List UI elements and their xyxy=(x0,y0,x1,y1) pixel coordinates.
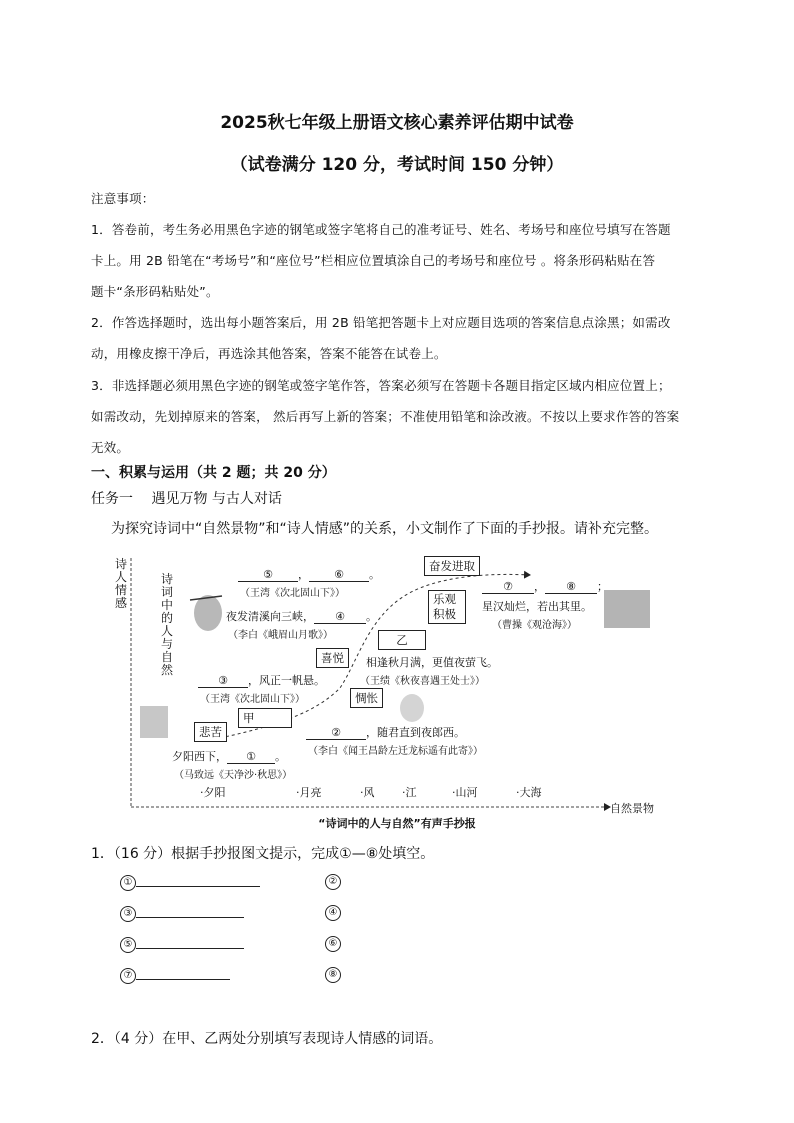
fisherman-illustration xyxy=(190,595,222,631)
scenery-item: ·山河 xyxy=(452,786,478,799)
diagram-caption: “诗词中的人与自然”有声手抄报 xyxy=(318,817,476,830)
answer-label: ① xyxy=(120,875,136,891)
answer-input-3[interactable] xyxy=(136,903,244,918)
answer-row xyxy=(325,965,341,983)
question-2: 2．（4 分）在甲、乙两处分别填写表现诗人情感的词语。 xyxy=(91,1031,443,1047)
answer-row xyxy=(120,903,244,922)
source-5-6: （王湾《次北固山下》） xyxy=(240,588,345,599)
answer-label: ③ xyxy=(120,906,136,922)
side-title: 诗词中的人与自然 xyxy=(160,572,173,677)
x-axis-label: 自然景物 xyxy=(610,802,654,815)
source-1: （马致远《天净沙·秋思》） xyxy=(174,770,293,781)
blank-7[interactable]: ⑦ xyxy=(482,580,534,594)
emotion-box-yi[interactable]: 乙 xyxy=(378,630,426,650)
answer-label: ② xyxy=(325,874,341,890)
scenery-item: ·夕阳 xyxy=(200,786,226,799)
scenery-item: ·风 xyxy=(360,786,375,799)
page-title: 2025秋七年级上册语文核心素养评估期中试卷 xyxy=(220,113,574,133)
answer-input-5[interactable] xyxy=(136,934,244,949)
line-1: 夕阳西下， xyxy=(172,750,227,763)
line-4: 夜发清溪向三峡， xyxy=(226,610,314,623)
blank-1[interactable]: ① xyxy=(227,750,275,764)
y-axis-label: 诗人情感 xyxy=(114,557,127,610)
dancer-illustration xyxy=(400,694,424,722)
notes-line: 2．作答选择题时，选出每小题答案后，用 2B 铅笔把答题卡上对应题目选项的答案信息点涂黑；如需改 xyxy=(91,315,671,330)
intro-text: 为探究诗词中“自然景物”和“诗人情感”的关系，小文制作了下面的手抄报。请补充完整。 xyxy=(111,521,659,537)
emotion-box-fenfa: 奋发进取 xyxy=(424,556,480,576)
section-heading: 一、积累与运用（共 2 题；共 20 分） xyxy=(91,465,336,481)
line-7-8: 星汉灿烂，若出其里。 xyxy=(482,600,592,613)
emotion-box-beiku: 悲苦 xyxy=(194,722,227,742)
page-subtitle: （试卷满分 120 分，考试时间 150 分钟） xyxy=(230,155,564,175)
emotion-box-xiyue: 喜悦 xyxy=(316,648,349,668)
scenery-item: ·江 xyxy=(402,786,417,799)
task-heading: 任务一 遇见万物 与古人对话 xyxy=(91,491,282,507)
source-xiangfeng: （王绩《秋夜喜遇王处士》） xyxy=(360,676,485,687)
notes-line: 题卡“条形码粘贴处”。 xyxy=(91,284,219,299)
blank-8[interactable]: ⑧ xyxy=(545,580,597,594)
notes-heading: 注意事项： xyxy=(91,191,155,206)
notes-line: 无效。 xyxy=(91,440,130,455)
handwritten-poster-diagram: 诗人情感 诗词中的人与自然 ⑤ ， ⑥ 。 （王湾《次北固山下》） 夜发清溪向三峡， ④ 。 （李白《峨眉山月歌》） 奋发进取 乐观积极 乙 喜悦 惆怅 甲 悲苦 ⑦ ， ⑧ ； 星汉灿烂，若出其里。 （曹操《观沧海》） 相逢秋月满，更值夜萤飞。 （王绩《秋夜喜遇王处士》） ③ ，风正一帆悬。 （王湾《次北固山下》） ② ，随君直到夜郎西。 （李白《闻王昌龄左迁龙标遥有此寄》） 夕阳西下， ① 。 （马致远《天净沙·秋思》） ·夕阳 ·月亮 ·风 ·江 ·山河 ·大海 自然景物 xyxy=(110,548,690,838)
blank-4[interactable]: ④ xyxy=(314,610,366,624)
sea-rock-illustration xyxy=(604,590,650,628)
notes-line: 卡上。用 2B 铅笔在“考场号”和“座位号”栏相应位置填涂自己的考场号和座位号 。将条形码粘贴在答 xyxy=(91,253,656,268)
scenery-item: ·月亮 xyxy=(296,786,322,799)
answer-label: ⑦ xyxy=(120,968,136,984)
notes-line: 动，用橡皮擦干净后，再选涂其他答案，答案不能答在试卷上。 xyxy=(91,346,447,361)
notes-line: 如需改动，先划掉原来的答案， 然后再写上新的答案；不准使用铅笔和涂改液。不按以上要求作答的答案 xyxy=(91,409,680,424)
notes-line: 3．非选择题必须用黑色字迹的钢笔或签字笔作答，答案必须写在答题卡各题目指定区域内相应位置上； xyxy=(91,378,671,393)
source-4: （李白《峨眉山月歌》） xyxy=(228,630,333,641)
emotion-box-jia[interactable]: 甲 xyxy=(238,708,292,728)
line-xiangfeng: 相逢秋月满，更值夜萤飞。 xyxy=(366,656,498,669)
blank-6[interactable]: ⑥ xyxy=(309,568,369,582)
line-2: ，随君直到夜郎西。 xyxy=(366,726,465,739)
answer-row xyxy=(120,872,260,891)
answer-row xyxy=(325,872,341,890)
answer-label: ⑧ xyxy=(325,967,341,983)
answer-label: ④ xyxy=(325,905,341,921)
emotion-box-leguan: 乐观积极 xyxy=(428,590,466,624)
blank-2[interactable]: ② xyxy=(306,726,366,740)
answer-row xyxy=(120,965,230,984)
notes-line: 1．答卷前，考生务必用黑色字迹的钢笔或签字笔将自己的准考证号、姓名、考场号和座位号填写在答题 xyxy=(91,222,671,237)
source-7-8: （曹操《观沧海》） xyxy=(492,620,577,631)
source-2: （李白《闻王昌龄左迁龙标遥有此寄》） xyxy=(308,746,483,757)
answer-input-7[interactable] xyxy=(136,965,230,980)
scenery-item: ·大海 xyxy=(516,786,542,799)
emotion-box-chouchang: 惆怅 xyxy=(350,688,383,708)
answer-label: ⑥ xyxy=(325,936,341,952)
question-1: 1．（16 分）根据手抄报图文提示，完成①—⑧处填空。 xyxy=(91,846,435,862)
blank-5[interactable]: ⑤ xyxy=(238,568,298,582)
answer-row xyxy=(325,903,341,921)
answer-label: ⑤ xyxy=(120,937,136,953)
answer-row xyxy=(120,934,244,953)
horse-rider-illustration xyxy=(140,706,168,738)
source-3: （王湾《次北固山下》） xyxy=(200,694,305,705)
blank-3[interactable]: ③ xyxy=(198,674,248,688)
answer-input-1[interactable] xyxy=(136,872,260,887)
line-3: ，风正一帆悬。 xyxy=(248,674,325,687)
answer-row xyxy=(325,934,341,952)
